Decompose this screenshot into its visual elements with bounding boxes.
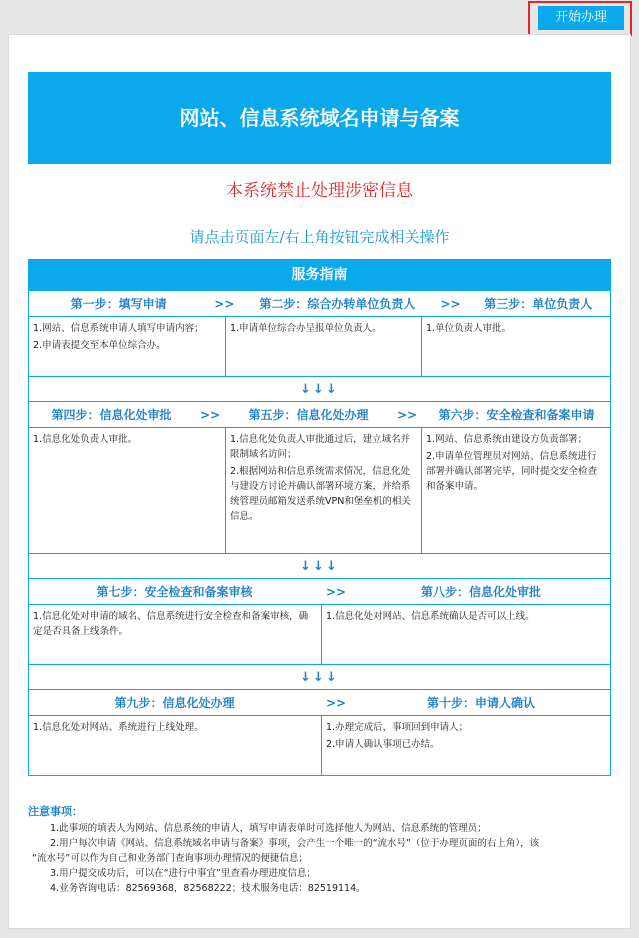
arrow-right: >> (325, 584, 347, 599)
step-10-item: 1.办理完成后，事项回到申请人； (326, 722, 469, 733)
step-2-title: 第二步：综合办转单位负责人 (259, 297, 416, 311)
note-item: 2.用户每次申请《网站、信息系统域名申请与备案》事项，会产生一个唯一的“流水号”（位于办理页面的右上角），该 (50, 838, 540, 849)
arrow-right: >> (199, 407, 221, 422)
step-header-row (29, 578, 610, 604)
step-1-item: 2.申请表提交至本单位综合办。 (33, 340, 166, 351)
notes-title: 注意事项： (28, 805, 83, 818)
step-6-item: 2.申请单位管理员对网站、信息系统进行部署并确认部署完毕，同时提交安全检查和备案申请。 (426, 451, 598, 492)
step-content-row (29, 427, 610, 553)
step-content-row (29, 715, 610, 775)
step-7-title: 第七步：安全检查和备案审核 (96, 585, 253, 599)
step-8-title: 第八步：信息化处审批 (420, 585, 541, 599)
note-item: “流水号”可以作为自己和业务部门查询事项办理情况的便捷信息； (32, 853, 308, 864)
step-6-item: 1.网站、信息系统由建设方负责部署； (426, 434, 588, 445)
step-3-content (421, 317, 610, 376)
note-item: 4.业务咨询电话：82569368，82568222；技术服务电话：82519114。 (50, 883, 366, 894)
step-3-item: 1.单位负责人审批。 (426, 323, 512, 334)
step-5-title: 第五步：信息化处办理 (248, 408, 369, 422)
down-arrows: ↓↓↓ (29, 553, 610, 578)
start-process-button[interactable]: 开始办理 (538, 6, 624, 30)
step-7-content (29, 605, 321, 664)
step-9-title: 第九步：信息化处办理 (114, 696, 235, 710)
page-title: 网站、信息系统域名申请与备案 (28, 72, 611, 164)
step-7-item: 1.信息化处对申请的域名、信息系统进行安全检查和备案审核，确定是否具备上线条件。 (33, 611, 309, 637)
arrow-right: >> (325, 695, 347, 710)
operation-hint: 请点击页面左/右上角按钮完成相关操作 (189, 228, 450, 246)
step-4-item: 1.信息化处负责人审批。 (33, 434, 138, 445)
step-1-title: 第一步：填写申请 (70, 297, 167, 311)
notes-section (28, 804, 611, 896)
start-button-highlight (528, 1, 632, 36)
arrow-right: >> (396, 407, 418, 422)
step-8-item: 1.信息化处对网站、信息系统确认是否可以上线。 (326, 611, 535, 622)
note-item: 3.用户提交成功后，可以在“进行中事宜”里查看办理进度信息； (50, 868, 316, 879)
step-1-item: 1.网站、信息系统申请人填写申请内容； (33, 323, 204, 334)
service-guide-title: 服务指南 (29, 260, 610, 290)
step-2-content (225, 317, 421, 376)
arrow-right: >> (440, 296, 461, 311)
step-9-content (29, 716, 321, 775)
step-10-item: 2.申请人确认事项已办结。 (326, 739, 440, 750)
down-arrows: ↓↓↓ (29, 664, 610, 689)
step-3-title: 第三步：单位负责人 (484, 297, 593, 311)
step-4-content (29, 428, 225, 553)
note-item: 1.此事项的填表人为网站、信息系统的申请人，填写申请表单时可选择他人为网站、信息系统的管理员； (50, 823, 487, 834)
service-guide-table (28, 259, 611, 776)
step-9-item: 1.信息化处对网站、系统进行上线处理。 (33, 722, 204, 733)
step-6-content (421, 428, 610, 553)
step-6-title: 第六步：安全检查和备案申请 (438, 408, 595, 422)
arrow-right: >> (214, 296, 235, 311)
step-header-row (29, 401, 610, 427)
step-5-item: 1.信息化处负责人审批通过后，建立域名并限制域名访问； (230, 434, 411, 460)
step-10-title: 第十步：申请人确认 (426, 696, 535, 710)
step-8-content (321, 605, 610, 664)
step-4-title: 第四步：信息化处审批 (51, 408, 172, 422)
step-10-content (321, 716, 610, 775)
step-header-row (29, 290, 610, 316)
step-1-content (29, 317, 225, 376)
classified-warning: 本系统禁止处理涉密信息 (226, 181, 413, 201)
down-arrows: ↓↓↓ (29, 376, 610, 401)
step-content-row (29, 316, 610, 376)
step-content-row (29, 604, 610, 664)
step-5-content (225, 428, 421, 553)
step-2-item: 1.申请单位综合办呈报单位负责人。 (230, 323, 382, 334)
step-header-row (29, 689, 610, 715)
step-5-item: 2.根据网站和信息系统需求情况，信息化处与建设方讨论并确认部署环境方案，并给系统管理员邮箱发送系统VPN和堡垒机的相关信息。 (230, 466, 411, 522)
